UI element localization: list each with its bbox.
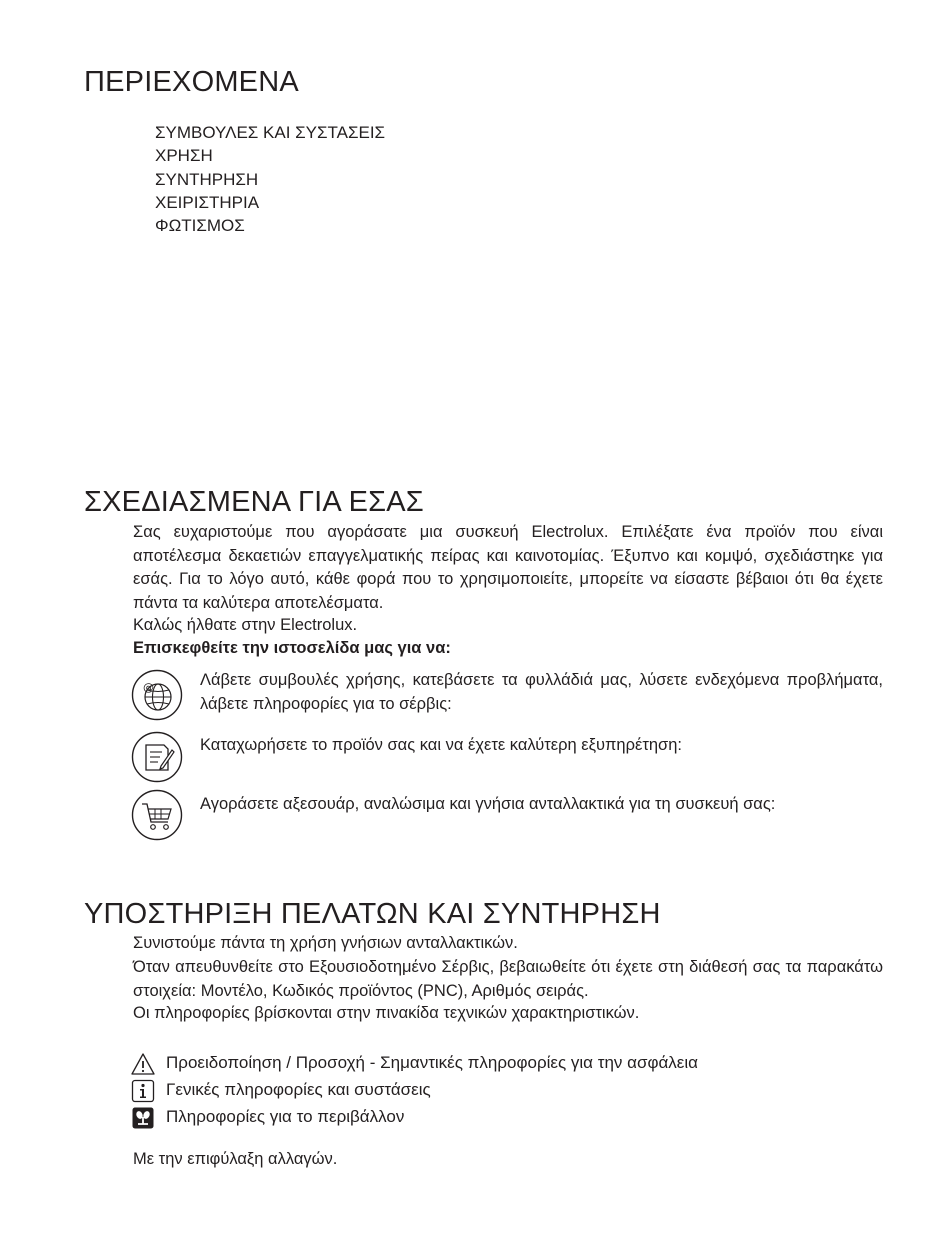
support-title: ΥΠΟΣΤΗΡΙΞΗ ΠΕΛΑΤΩΝ ΚΑΙ ΣΥΝΤΗΡΗΣΗ xyxy=(84,898,661,930)
website-link-shop xyxy=(131,789,883,845)
contents-list xyxy=(155,121,385,237)
contents-item: ΧΕΙΡΙΣΤΗΡΙΑ xyxy=(155,192,260,212)
designed-title: ΣΧΕΔΙΑΣΜΕΝΑ ΓΙΑ ΕΣΑΣ xyxy=(84,486,424,518)
register-icon xyxy=(131,731,183,783)
visit-website-heading: Επισκεφθείτε την ιστοσελίδα μας για να: xyxy=(133,639,451,657)
environment-icon xyxy=(131,1106,155,1130)
symbol-environment-text: Πληροφορίες για το περιβάλλον xyxy=(166,1107,405,1126)
contents-item: ΧΡΗΣΗ xyxy=(155,146,213,166)
website-link-advice-text: Λάβετε συμβουλές χρήσης, κατεβάσετε τα φυλλάδιά μας, λύσετε ενδεχόμενα προβλήματα, λάβετε πληροφορίες για το σέρβις: xyxy=(200,671,883,713)
contents-title: ΠΕΡΙΕΧΟΜΕΝΑ xyxy=(84,66,299,98)
designed-intro: Σας ευχαριστούμε που αγοράσατε μια συσκευή Electrolux. Επιλέξατε ένα προϊόν που είναι αποτέλεσμα δεκαετιών επαγγελματικής πείρας και καινοτομίας. Έξυπνο και κομψό, σχεδιάστηκε για εσάς. Για το λόγο αυτό, κάθε φορά που το χρησιμοποιείτε, μπορείτε να είσαστε βέβαιοι ότι θα έχετε πάντα τα καλύτερα αποτελέσματα. xyxy=(133,523,883,612)
contents-item: ΣΥΜΒΟΥΛΕΣ ΚΑΙ ΣΥΣΤΑΣΕΙΣ xyxy=(155,123,386,142)
website-link-shop-text: Αγοράσετε αξεσουάρ, αναλώσιμα και γνήσια ανταλλακτικά για τη συσκευή σας: xyxy=(200,795,776,813)
contents-item: ΣΥΝΤΗΡΗΣΗ xyxy=(155,169,259,189)
info-icon xyxy=(131,1079,155,1103)
support-line-2: Όταν απευθυνθείτε στο Εξουσιοδοτημένο Σέρβις, βεβαιωθείτε ότι έχετε στη διάθεσή σας τα παρακάτω στοιχεία: Μοντέλο, Κωδικός προϊόντος (PNC), Αριθμός σειράς. xyxy=(133,958,883,1000)
support-line-1: Συνιστούμε πάντα τη χρήση γνήσιων ανταλλακτικών. xyxy=(133,934,518,952)
subject-to-change-note: Με την επιφύλαξη αλλαγών. xyxy=(133,1150,338,1168)
website-link-advice xyxy=(131,669,883,725)
welcome-text: Καλώς ήλθατε στην Electrolux. xyxy=(133,616,358,634)
svg-text:@: @ xyxy=(143,681,154,694)
support-line-3: Οι πληροφορίες βρίσκονται στην πινακίδα τεχνικών χαρακτηριστικών. xyxy=(133,1004,640,1022)
warning-icon xyxy=(131,1052,155,1076)
website-link-register-text: Καταχωρήσετε το προϊόν σας και να έχετε καλύτερη εξυπηρέτηση: xyxy=(200,736,682,754)
website-link-register xyxy=(131,731,883,787)
contents-item: ΦΩΤΙΣΜΟΣ xyxy=(155,216,245,236)
symbol-info-text: Γενικές πληροφορίες και συστάσεις xyxy=(166,1080,431,1099)
shopping-cart-icon xyxy=(131,789,183,841)
symbol-warning-text: Προειδοποίηση / Προσοχή - Σημαντικές πληροφορίες για την ασφάλεια xyxy=(166,1053,698,1072)
globe-icon xyxy=(131,669,183,721)
